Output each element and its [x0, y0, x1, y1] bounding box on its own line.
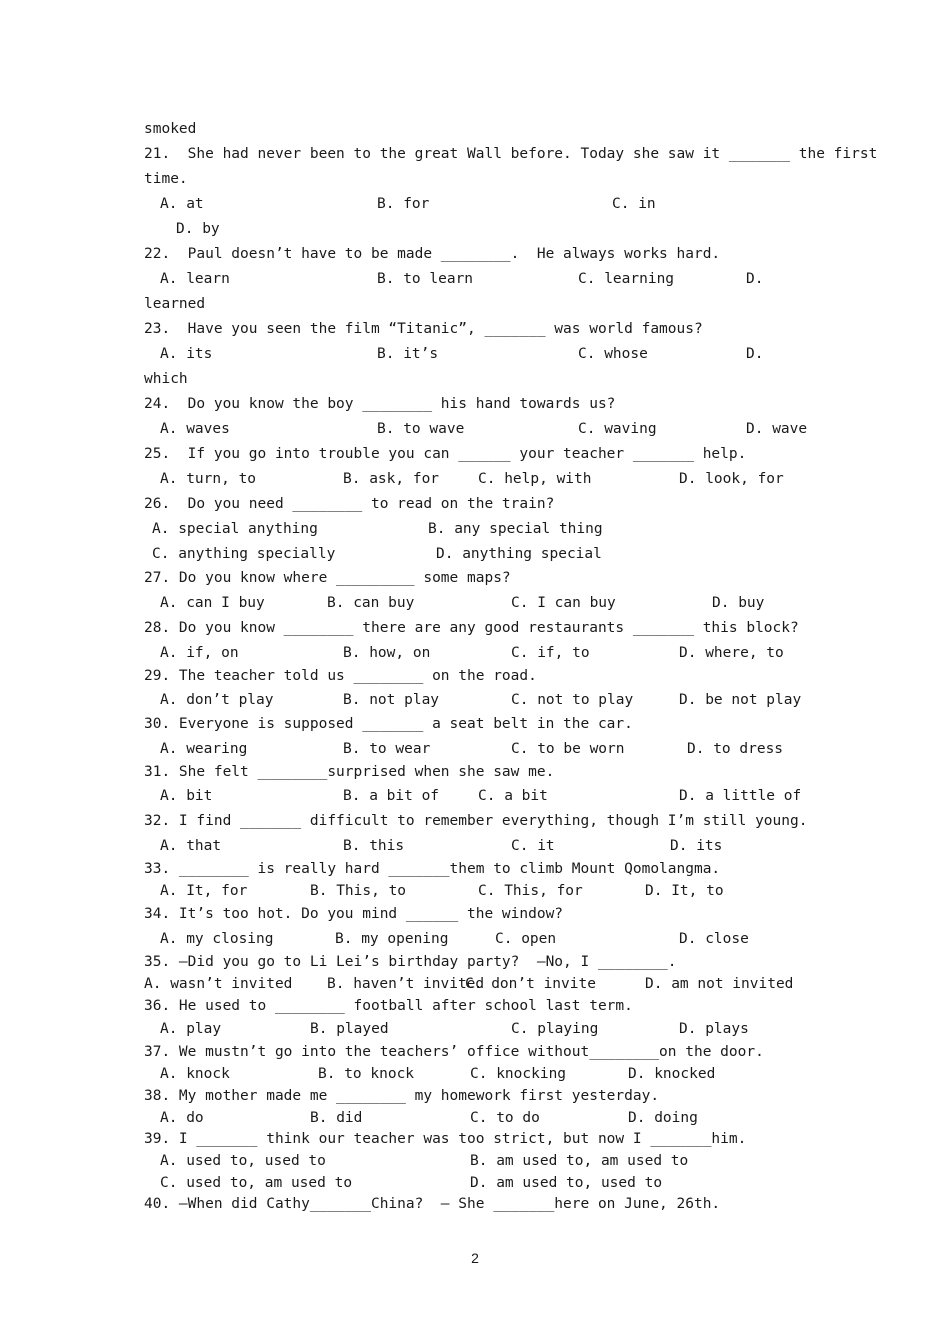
- question-text: 22. Paul doesn’t have to be made ________. He always works hard.: [144, 246, 721, 262]
- answer-option: A. special anything: [152, 521, 318, 537]
- answer-option: B. haven’t invited: [327, 976, 485, 992]
- answer-option: B. am used to, am used to: [470, 1153, 689, 1169]
- answer-option: A. if, on: [160, 645, 239, 661]
- answer-option: C. waving: [578, 421, 657, 437]
- answer-option: B. played: [310, 1021, 389, 1037]
- question-text: 26. Do you need ________ to read on the train?: [144, 496, 555, 512]
- answer-option: C. This, for: [478, 883, 583, 899]
- answer-option: B. to wear: [343, 741, 431, 757]
- answer-option: B. can buy: [327, 595, 415, 611]
- answer-option: C. if, to: [511, 645, 590, 661]
- answer-option: D. its: [670, 838, 723, 854]
- question-text: 38. My mother made me ________ my homework first yesterday.: [144, 1088, 660, 1104]
- answer-option: C. help, with: [478, 471, 592, 487]
- answer-option: D. be not play: [679, 692, 802, 708]
- answer-option: B. my opening: [335, 931, 449, 947]
- answer-option: C. don’t invite: [465, 976, 596, 992]
- answer-option: A. do: [160, 1110, 204, 1126]
- answer-option: A. my closing: [160, 931, 274, 947]
- answer-option: A. at: [160, 196, 204, 212]
- answer-option: C. to do: [470, 1110, 540, 1126]
- question-text: 37. We mustn’t go into the teachers’ office without________on the door.: [144, 1044, 764, 1060]
- question-text: 36. He used to ________ football after school last term.: [144, 998, 633, 1014]
- question-text: 31. She felt ________surprised when she saw me.: [144, 764, 555, 780]
- answer-option: C. to be worn: [511, 741, 625, 757]
- answer-option: D. by: [176, 221, 220, 237]
- answer-option: D. close: [679, 931, 749, 947]
- answer-option: D. plays: [679, 1021, 749, 1037]
- answer-option: D. am used to, used to: [470, 1175, 663, 1191]
- answer-option: D.: [746, 346, 764, 362]
- answer-option: C. used to, am used to: [160, 1175, 353, 1191]
- question-text: time.: [144, 171, 188, 187]
- answer-option: B. to wave: [377, 421, 465, 437]
- answer-option: A. It, for: [160, 883, 248, 899]
- answer-option: B. how, on: [343, 645, 431, 661]
- answer-option: A. can I buy: [160, 595, 265, 611]
- answer-option: A. that: [160, 838, 222, 854]
- answer-option: C. playing: [511, 1021, 599, 1037]
- answer-option: learned: [144, 296, 206, 312]
- answer-option: B. to learn: [377, 271, 474, 287]
- answer-option: C. a bit: [478, 788, 548, 804]
- question-text: 25. If you go into trouble you can ______ your teacher _______ help.: [144, 446, 747, 462]
- answer-option: A. don’t play: [160, 692, 274, 708]
- answer-option: B. not play: [343, 692, 440, 708]
- answer-option: A. its: [160, 346, 213, 362]
- answer-option: C. it: [511, 838, 555, 854]
- answer-option: C. whose: [578, 346, 648, 362]
- answer-option: C. in: [612, 196, 656, 212]
- answer-option: D. anything special: [436, 546, 602, 562]
- question-text: 27. Do you know where _________ some maps?: [144, 570, 511, 586]
- answer-option: A. learn: [160, 271, 230, 287]
- answer-option: A. turn, to: [160, 471, 257, 487]
- answer-option: B. any special thing: [428, 521, 603, 537]
- answer-option: A. wearing: [160, 741, 248, 757]
- answer-option: D. a little of: [679, 788, 802, 804]
- question-text: 29. The teacher told us ________ on the road.: [144, 668, 537, 684]
- answer-option: C. anything specially: [152, 546, 336, 562]
- answer-option: which: [144, 371, 188, 387]
- answer-option: B. ask, for: [343, 471, 440, 487]
- answer-option: B. to knock: [318, 1066, 415, 1082]
- answer-option: A. wasn’t invited: [144, 976, 293, 992]
- question-text: 32. I find _______ difficult to remember everything, though I’m still young.: [144, 813, 808, 829]
- question-text: 40. —When did Cathy_______China? — She _______here on June, 26th.: [144, 1196, 721, 1212]
- answer-option: C. knocking: [470, 1066, 567, 1082]
- answer-option: A. knock: [160, 1066, 230, 1082]
- page-number: 2: [471, 1250, 479, 1266]
- answer-option: A. bit: [160, 788, 213, 804]
- answer-option: B. for: [377, 196, 430, 212]
- answer-option: A. waves: [160, 421, 230, 437]
- answer-option: D. to dress: [687, 741, 784, 757]
- answer-option: D. am not invited: [645, 976, 794, 992]
- answer-option: B. a bit of: [343, 788, 440, 804]
- answer-option: C. open: [495, 931, 557, 947]
- question-text: 33. ________ is really hard _______them to climb Mount Qomolangma.: [144, 861, 721, 877]
- answer-option: D.: [746, 271, 764, 287]
- question-text: 28. Do you know ________ there are any good restaurants _______ this block?: [144, 620, 799, 636]
- answer-option: B. this: [343, 838, 405, 854]
- answer-option: A. play: [160, 1021, 222, 1037]
- question-text: 21. She had never been to the great Wall before. Today she saw it _______ the first: [144, 146, 878, 162]
- answer-option: D. wave: [746, 421, 808, 437]
- answer-option: B. it’s: [377, 346, 439, 362]
- answer-option: D. look, for: [679, 471, 784, 487]
- answer-option: C. learning: [578, 271, 675, 287]
- question-text: 35. —Did you go to Li Lei’s birthday party? —No, I ________.: [144, 954, 677, 970]
- answer-option: A. used to, used to: [160, 1153, 326, 1169]
- question-text: 23. Have you seen the film “Titanic”, _______ was world famous?: [144, 321, 703, 337]
- answer-option: D. knocked: [628, 1066, 716, 1082]
- answer-option: C. not to play: [511, 692, 634, 708]
- answer-option: B. did: [310, 1110, 363, 1126]
- question-text: smoked: [144, 121, 197, 137]
- answer-option: C. I can buy: [511, 595, 616, 611]
- question-text: 30. Everyone is supposed _______ a seat belt in the car.: [144, 716, 633, 732]
- answer-option: D. It, to: [645, 883, 724, 899]
- question-text: 39. I _______ think our teacher was too strict, but now I _______him.: [144, 1131, 747, 1147]
- question-text: 34. It’s too hot. Do you mind ______ the window?: [144, 906, 564, 922]
- answer-option: B. This, to: [310, 883, 407, 899]
- answer-option: D. doing: [628, 1110, 698, 1126]
- question-text: 24. Do you know the boy ________ his hand towards us?: [144, 396, 616, 412]
- answer-option: D. where, to: [679, 645, 784, 661]
- answer-option: D. buy: [712, 595, 765, 611]
